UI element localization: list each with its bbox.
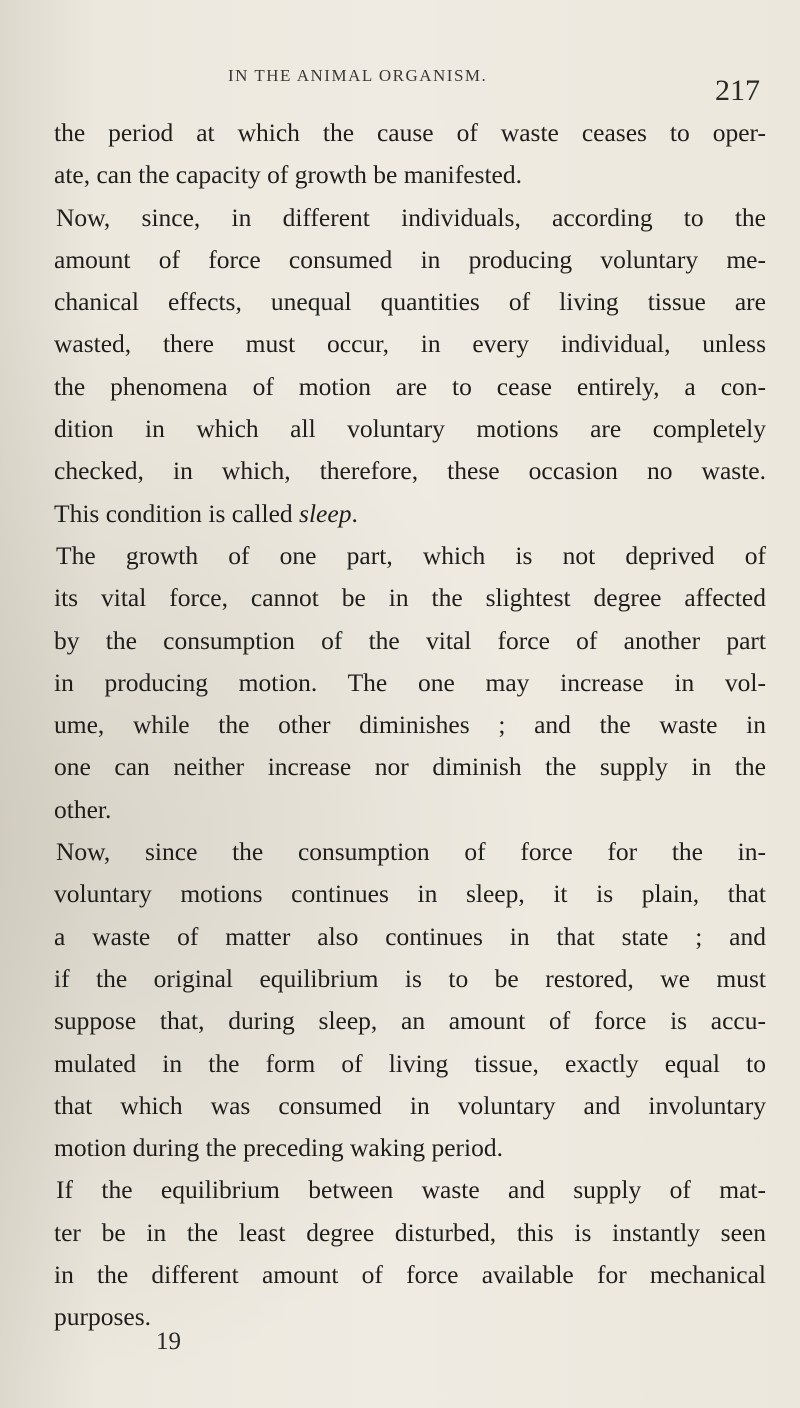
text-line-with-italic	[54, 493, 766, 535]
text-line: wasted, there must occur, in every individual, unless	[54, 329, 766, 359]
text-line: ter be in the least degree disturbed, this is instantly seen	[54, 1217, 766, 1247]
text-line: checked, in which, therefore, these occasion no waste.	[54, 456, 766, 486]
text-line: in the different amount of force available for mechanical	[54, 1260, 766, 1290]
text-line: amount of force consumed in producing voluntary me-	[54, 244, 766, 274]
text-line: chanical effects, unequal quantities of living tissue are	[54, 287, 766, 317]
text-line: ume, while the other diminishes ; and the waste in	[54, 710, 766, 740]
text-line: Now, since the consumption of force for the in-	[56, 837, 766, 867]
text-line: if the original equilibrium is to be restored, we must	[54, 963, 766, 993]
text-line: The growth of one part, which is not deprived of	[56, 540, 766, 570]
text-segment: .	[351, 498, 358, 528]
text-line: a waste of matter also continues in that state ; and	[54, 921, 766, 951]
text-line: purposes.	[54, 1302, 152, 1332]
text-line: by the consumption of the vital force of another part	[54, 625, 766, 655]
text-line: other.	[54, 794, 112, 824]
text-line: the period at which the cause of waste ceases to oper-	[54, 118, 766, 147]
page-number: 217	[715, 74, 760, 107]
text-line: If the equilibrium between waste and supply of mat-	[56, 1175, 766, 1205]
text-line: that which was consumed in voluntary and involuntary	[54, 1090, 766, 1120]
running-head: IN THE ANIMAL ORGANISM.	[228, 66, 488, 85]
text-line: one can neither increase nor diminish the supply in the	[54, 752, 766, 782]
text-line: in producing motion. The one may increase in vol-	[54, 667, 766, 697]
text-line: suppose that, during sleep, an amount of force is accu-	[54, 1006, 766, 1036]
italic-term: sleep	[299, 498, 352, 528]
text-line: Now, since, in different individuals, according to the	[56, 202, 766, 232]
text-line: motion during the preceding waking period.	[54, 1133, 503, 1163]
text-line: its vital force, cannot be in the slightest degree affected	[54, 583, 766, 613]
text-line: mulated in the form of living tissue, exactly equal to	[54, 1048, 766, 1078]
signature-mark: 19	[156, 1328, 181, 1355]
text-line: voluntary motions continues in sleep, it is plain, that	[54, 879, 766, 909]
text-line: the phenomena of motion are to cease entirely, a con-	[54, 371, 766, 401]
text-segment: This condition is called	[54, 498, 300, 528]
text-line: ate, can the capacity of growth be manifested.	[54, 160, 523, 190]
text-line: dition in which all voluntary motions are completely	[54, 414, 766, 444]
body-text	[54, 112, 766, 1339]
